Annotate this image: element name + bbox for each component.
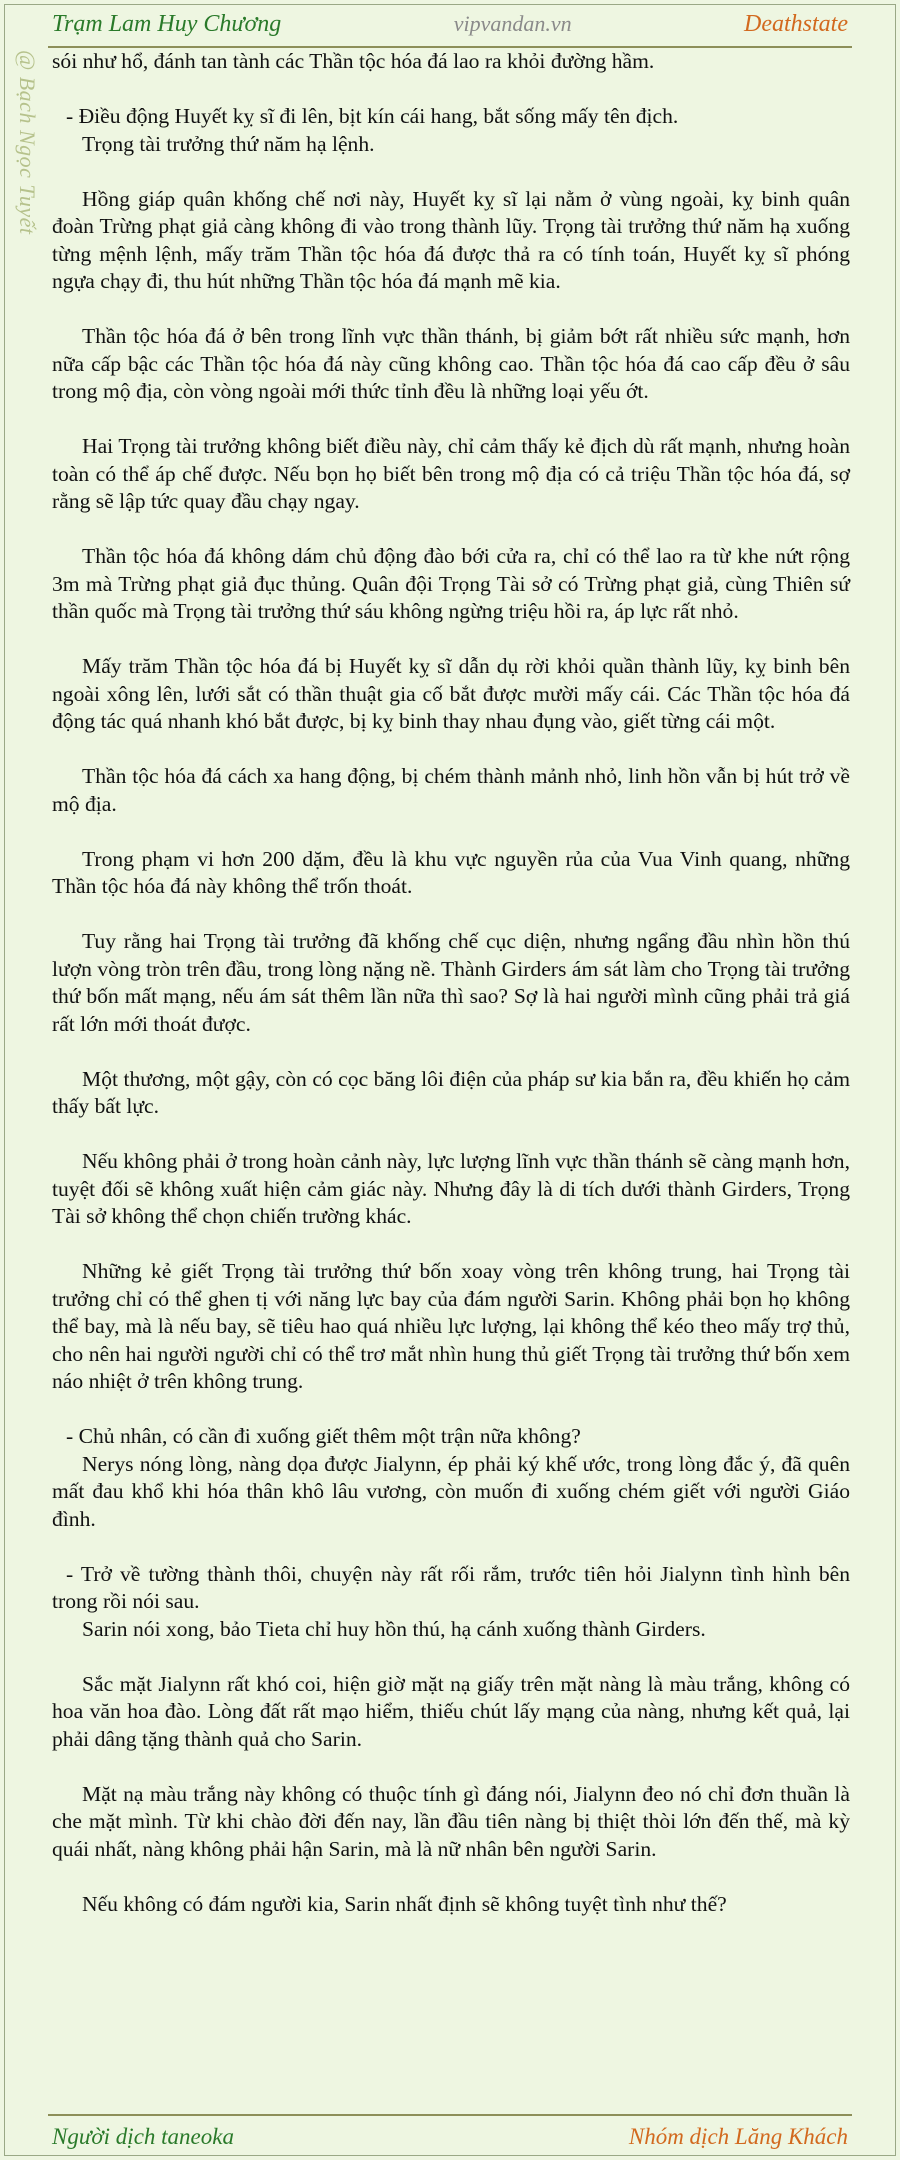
paragraph: Tuy rằng hai Trọng tài trưởng đã khống chế cục diện, nhưng ngẩng đầu nhìn hồn thú lượn vòng tròn trên đầu, trong lòng nặng nề. Thành Girders ám sát làm cho Trọng tài trưởng thứ bốn mất mạng, nếu ám sát thêm lần nữa thì sao? Sợ là hai người mình cũng phải trả giá rất lớn mới thoát được. [52, 929, 850, 1036]
paragraph: Thần tộc hóa đá không dám chủ động đào bới cửa ra, chỉ có thể lao ra từ khe nứt rộng 3m mà Trừng phạt giả đục thủng. Quân đội Trọng Tài sở có Trừng phạt giả, cùng Thiên sứ thần quốc mà Trọng tài trưởng thứ sáu không ngừng triệu hồi ra, áp lực rất nhỏ. [52, 544, 850, 623]
paragraph: Nerys nóng lòng, nàng dọa được Jialynn, ép phải ký khế ước, trong lòng đắc ý, đã quên mất đau khổ khi hóa thân khô lâu vương, còn muốn đi xuống chém giết với người Giáo đình. [52, 1451, 850, 1531]
footer-rule [48, 2114, 852, 2116]
footer-translator: Người dịch taneoka [52, 2124, 234, 2149]
sidebar-author: @ Bạch Ngọc Tuyết [15, 50, 40, 235]
paragraph: sói như hổ, đánh tan tành các Thần tộc hóa đá lao ra khỏi đường hầm. [52, 49, 655, 73]
dialogue-line: - Trở về tường thành thôi, chuyện này rất rối rắm, trước tiên hỏi Jialynn tình hình bên trong rồi nói sau. [52, 1561, 850, 1613]
paragraph: Hồng giáp quân khống chế nơi này, Huyết kỵ sĩ lại nằm ở vùng ngoài, kỵ binh quân đoàn Trừng phạt giả càng không đi vào trong thành lũy. Trọng tài trưởng thứ năm hạ xuống từng mệnh lệnh, mấy trăm Thần tộc hóa đá được thả ra có tính toán, Huyết kỵ sĩ phóng ngựa chạy đi, thu hút những Thần tộc hóa đá mạnh mẽ kia. [52, 186, 850, 293]
paragraph: Những kẻ giết Trọng tài trưởng thứ bốn xoay vòng trên không trung, hai Trọng tài trưởng chỉ có thể ghen tị với năng lực bay của đám người Sarin. Không phải bọn họ không thể bay, mà là nếu bay, sẽ tiêu hao quá nhiều lực lượng, lại không thể kéo theo mấy trợ thủ, cho nên hai người người chỉ có thể trơ mắt nhìn hung thủ giết Trọng tài trưởng thứ bốn xem náo nhiệt ở trên không trung. [52, 1259, 850, 1393]
dialogue-line: - Chủ nhân, có cần đi xuống giết thêm một trận nữa không? [66, 1424, 581, 1448]
paragraph: Sarin nói xong, bảo Tieta chỉ huy hồn thú, hạ cánh xuống thành Girders. [82, 1616, 706, 1641]
paragraph: Mặt nạ màu trắng này không có thuộc tính gì đáng nói, Jialynn đeo nó chỉ đơn thuần là che mặt mình. Từ khi chào đời đến nay, lần đầu tiên nàng bị thiệt thòi lớn đến thế, mà kỳ quái nhất, nàng không phải hận Sarin, mà là nữ nhân bên người Sarin. [52, 1781, 850, 1861]
header-site: vipvandan.vn [453, 11, 572, 36]
chapter-text [52, 48, 850, 1918]
paragraph: Nếu không phải ở trong hoàn cảnh này, lực lượng lĩnh vực thần thánh sẽ càng mạnh hơn, tuyệt đối sẽ không xuất hiện cảm giác này. Nhưng đây là di tích dưới thành Girders, Trọng Tài sở không thể chọn chiến trường khác. [52, 1149, 850, 1228]
page-footer [52, 2118, 848, 2156]
paragraph: Trọng tài trưởng thứ năm hạ lệnh. [82, 131, 375, 156]
header-book: Deathstate [744, 10, 848, 37]
footer-group: Nhóm dịch Lăng Khách [628, 2124, 848, 2149]
dialogue-line: - Điều động Huyết kỵ sĩ đi lên, bịt kín cái hang, bắt sống mấy tên địch. [66, 104, 679, 128]
paragraph: Mấy trăm Thần tộc hóa đá bị Huyết kỵ sĩ dẫn dụ rời khỏi quần thành lũy, kỵ binh bên ngoài xông lên, lưới sắt có thần thuật gia cố bắt được mười mấy cái. Các Thần tộc hóa đá động tác quá nhanh khó bắt được, bị kỵ binh thay nhau đụng vào, giết từng cái một. [52, 654, 850, 733]
header-title: Trạm Lam Huy Chương [52, 10, 282, 37]
paragraph: Một thương, một gậy, còn có cọc băng lôi điện của pháp sư kia bắn ra, đều khiến họ cảm thấy bất lực. [52, 1066, 850, 1118]
paragraph: Thần tộc hóa đá cách xa hang động, bị chém thành mảnh nhỏ, linh hồn vẫn bị hút trở về mộ địa. [52, 764, 850, 816]
page-header [52, 4, 848, 44]
paragraph: Nếu không có đám người kia, Sarin nhất định sẽ không tuyệt tình như thế? [82, 1891, 727, 1916]
paragraph: Hai Trọng tài trưởng không biết điều này, chỉ cảm thấy kẻ địch dù rất mạnh, nhưng hoàn toàn có thể áp chế được. Nếu bọn họ biết bên trong mộ địa có cả triệu Thần tộc hóa đá, sợ rằng sẽ lập tức quay đầu chạy ngay. [52, 434, 850, 513]
paragraph: Thần tộc hóa đá ở bên trong lĩnh vực thần thánh, bị giảm bớt rất nhiều sức mạnh, hơn nữa cấp bậc các Thần tộc hóa đá này cũng không cao. Thần tộc hóa đá cao cấp đều ở sâu trong mộ địa, còn vòng ngoài mới thức tỉnh đều là những loại yếu ớt. [52, 324, 850, 403]
paragraph: Sắc mặt Jialynn rất khó coi, hiện giờ mặt nạ giấy trên mặt nàng là màu trắng, không có hoa văn hoa đào. Lòng đất rất mạo hiểm, thiếu chút lấy mạng của nàng, nhưng kết quả, lại phải dâng tặng thành quả cho Sarin. [52, 1671, 850, 1751]
paragraph: Trong phạm vi hơn 200 dặm, đều là khu vực nguyền rủa của Vua Vinh quang, những Thần tộc hóa đá này không thể trốn thoát. [52, 846, 850, 898]
